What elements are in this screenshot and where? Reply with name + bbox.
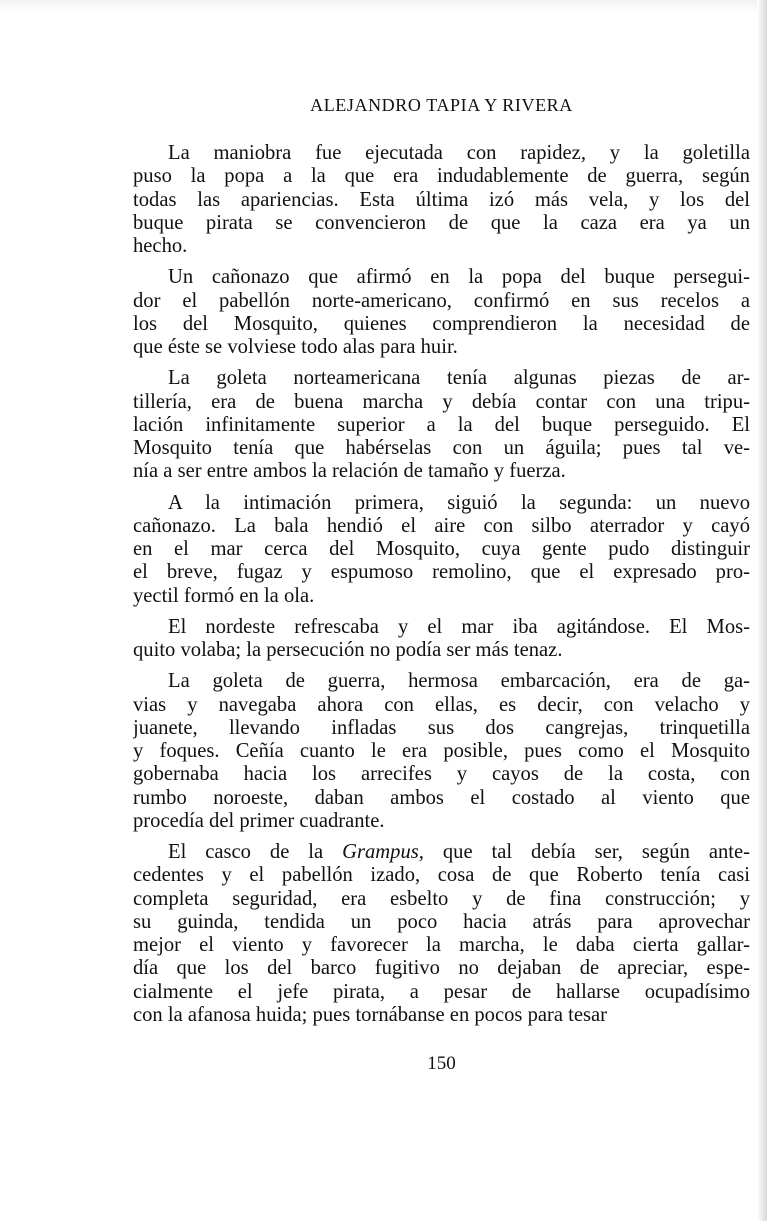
text-line: gobernaba hacia los arrecifes y cayos de la costa, con — [133, 763, 750, 786]
text-run: El casco de la — [168, 841, 343, 863]
text-line: el breve, fugaz y espumoso remolino, que el expresado pro- — [133, 561, 750, 584]
page-number: 150 — [427, 1053, 456, 1074]
text-line: A la intimación primera, siguió la segunda: un nuevo — [168, 491, 750, 514]
text-line: puso la popa a la que era indudablemente de guerra, según — [133, 165, 750, 188]
text-line: juanete, llevando infladas sus dos cangrejas, trinquetilla — [133, 716, 750, 739]
text-line: La maniobra fue ejecutada con rapidez, y la goletilla — [168, 142, 750, 164]
text-line: en el mar cerca del Mosquito, cuya gente pudo distinguir — [133, 538, 750, 560]
text-line: y foques. Ceñía cuanto le era posible, pues como el Mosquito — [133, 740, 750, 762]
paragraph-3 — [133, 367, 750, 483]
text-line: procedía del primer cuadrante. — [133, 809, 385, 832]
text-line: vias y navegaba ahora con ellas, es decir, con velacho y — [133, 693, 750, 716]
text-line: El nordeste refrescaba y el mar iba agitándose. El Mos- — [168, 615, 750, 638]
text-line: los del Mosquito, quienes comprendieron la necesidad de — [133, 312, 750, 335]
paragraph-2 — [133, 266, 750, 359]
text-line: con la afanosa huida; pues tornábanse en pocos para tesar — [133, 1003, 608, 1026]
text-line: hecho. — [133, 235, 188, 257]
text-line: todas las apariencias. Esta última izó más vela, y los del — [133, 188, 750, 211]
text-line: dor el pabellón norte-americano, confirmó en sus recelos a — [133, 289, 750, 312]
text-line: cialmente el jefe pirata, a pesar de hallarse ocupadísimo — [133, 980, 750, 1003]
text-line: día que los del barco fugitivo no dejaban de apreciar, espe- — [133, 957, 750, 980]
text-run: que tal debía ser, según ante- — [423, 841, 750, 863]
text-line: cedentes y el pabellón izado, cosa de que Roberto tenía casi — [133, 864, 750, 887]
paragraph-7 — [133, 841, 750, 1027]
text-line: quito volaba; la persecución no podía ser más tenaz. — [133, 639, 563, 661]
text-line: su guinda, tendida un poco hacia atrás para aprovechar — [133, 910, 750, 933]
ship-name-italic: Grampus, — [342, 841, 424, 863]
text-line: tillería, era de buena marcha y debía contar con una tripu- — [133, 390, 750, 413]
text-line: Un cañonazo que afirmó en la popa del buque persegui- — [168, 266, 750, 289]
text-line: La goleta norteamericana tenía algunas piezas de ar- — [168, 367, 750, 390]
paragraph-6 — [133, 670, 750, 833]
text-line: yectil formó en la ola. — [133, 584, 315, 607]
text-line: Mosquito tenía que habérselas con un águila; pues tal ve- — [133, 437, 750, 459]
text-line: rumbo noroeste, daban ambos el costado al viento que — [133, 786, 750, 809]
text-line — [133, 841, 750, 864]
text-line: completa seguridad, era esbelto y de fina construcción; y — [133, 887, 750, 910]
text-line: buque pirata se convencieron de que la caza era ya un — [133, 211, 750, 234]
text-line: cañonazo. La bala hendió el aire con silbo aterrador y cayó — [133, 514, 750, 537]
text-line: que éste se volviese todo alas para huir. — [133, 336, 458, 358]
paragraph-4 — [133, 492, 750, 608]
text-line: mejor el viento y favorecer la marcha, le daba cierta gallar- — [133, 934, 750, 956]
paragraph-1 — [133, 142, 750, 258]
text-line: La goleta de guerra, hermosa embarcación, era de ga- — [168, 670, 750, 693]
body-text — [133, 142, 750, 1035]
text-line: lación infinitamente superior a la del buque perseguido. El — [133, 413, 750, 436]
page-edge-shadow — [757, 0, 767, 1221]
running-head: ALEJANDRO TAPIA Y RIVERA — [310, 95, 573, 115]
paragraph-5 — [133, 616, 750, 663]
text-line: nía a ser entre ambos la relación de tamaño y fuerza. — [133, 460, 566, 483]
